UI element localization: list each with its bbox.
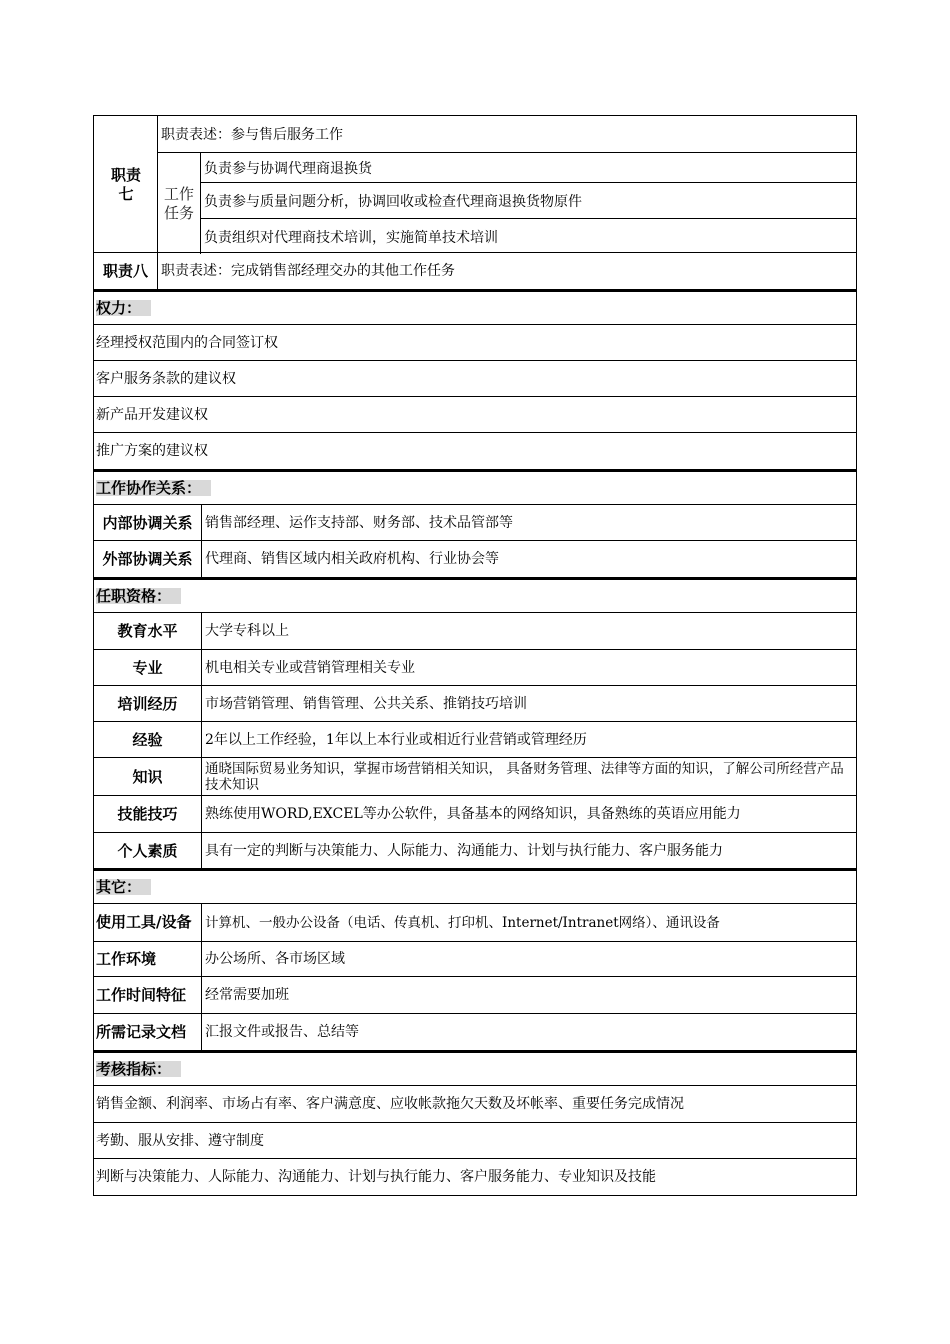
relations-header <box>93 470 857 505</box>
qualification-row <box>93 833 857 869</box>
qualifications-header <box>93 578 857 613</box>
relations-row <box>93 505 857 541</box>
other-label: 工作时间特征 <box>96 986 187 1004</box>
duty7-label: 职责七 <box>110 166 141 203</box>
relations-title: 工作协作关系： <box>96 480 211 496</box>
relations-row <box>93 541 857 578</box>
qualification-row <box>93 796 857 833</box>
qualification-row <box>93 613 857 650</box>
other-label: 所需记录文档 <box>96 1023 187 1041</box>
job-description-table <box>93 115 857 1196</box>
other-value: 办公场所、各市场区域 <box>201 942 856 976</box>
other-row <box>93 1014 857 1051</box>
authority-item <box>93 397 857 433</box>
qualification-value: 机电相关专业或营销管理相关专业 <box>201 650 856 685</box>
other-value: 经常需要加班 <box>201 977 856 1013</box>
authority-item <box>93 433 857 470</box>
authority-item-text: 推广方案的建议权 <box>96 443 208 459</box>
other-label: 工作环境 <box>96 950 157 968</box>
qualification-value: 具有一定的判断与决策能力、人际能力、沟通能力、计划与执行能力、客户服务能力 <box>201 833 856 868</box>
qualification-row <box>93 758 857 796</box>
other-value: 计算机、一般办公设备（电话、传真机、打印机、Internet/Intranet网络）、通讯设备 <box>201 904 856 941</box>
assessment-header <box>93 1051 857 1086</box>
qualification-value: 通晓国际贸易业务知识，掌握市场营销相关知识， 具备财务管理、法律等方面的知识，了解公司所经营产品技术知识 <box>201 758 856 795</box>
authority-header <box>93 290 857 325</box>
qualification-label: 专业 <box>132 658 163 677</box>
other-title: 其它： <box>96 879 151 895</box>
duty7-task-3: 负责组织对代理商技术培训，实施简单技术培训 <box>200 218 856 254</box>
authority-title: 权力： <box>96 300 151 316</box>
qualification-value: 熟练使用WORD,EXCEL等办公软件，具备基本的网络知识，具备熟练的英语应用能力 <box>201 796 856 832</box>
duty7-task-label <box>157 152 200 254</box>
duty7-task-1: 负责参与协调代理商退换货 <box>200 152 856 182</box>
relations-value: 销售部经理、运作支持部、财务部、技术品管部等 <box>201 505 856 540</box>
relations-label: 外部协调关系 <box>102 550 193 568</box>
authority-item <box>93 361 857 397</box>
qualification-label: 技能技巧 <box>117 805 178 823</box>
qualifications-title: 任职资格： <box>96 588 181 604</box>
other-header <box>93 869 857 904</box>
qualification-row <box>93 686 857 722</box>
duty8-description: 职责表述：完成销售部经理交办的其他工作任务 <box>157 253 856 289</box>
duty8-row <box>93 253 857 290</box>
duty7-task-2: 负责参与质量问题分析，协调回收或检查代理商退换货物原件 <box>200 182 856 218</box>
assessment-item <box>93 1123 857 1159</box>
duty7-description: 职责表述：参与售后服务工作 <box>157 116 856 152</box>
qualification-label: 培训经历 <box>117 694 178 713</box>
qualification-value: 大学专科以上 <box>201 613 856 649</box>
other-value: 汇报文件或报告、总结等 <box>201 1014 856 1050</box>
qualification-value: 2年以上工作经验，1年以上本行业或相近行业营销或管理经历 <box>201 722 856 757</box>
other-row <box>93 904 857 942</box>
assessment-item-text: 考勤、服从安排、遵守制度 <box>96 1132 264 1149</box>
qualification-label: 经验 <box>132 730 163 749</box>
qualification-value: 市场营销管理、销售管理、公共关系、推销技巧培训 <box>201 686 856 721</box>
qualification-label: 教育水平 <box>117 622 178 640</box>
authority-item-text: 经理授权范围内的合同签订权 <box>96 334 278 351</box>
assessment-item <box>93 1159 857 1196</box>
duty7-block <box>93 115 857 253</box>
qualification-row <box>93 650 857 686</box>
duty8-label: 职责八 <box>102 262 148 280</box>
qualification-label: 个人素质 <box>117 841 178 860</box>
other-label: 使用工具/设备 <box>96 913 192 931</box>
assessment-title: 考核指标： <box>96 1061 181 1077</box>
relations-value: 代理商、销售区域内相关政府机构、行业协会等 <box>201 541 856 577</box>
relations-label: 内部协调关系 <box>102 513 193 532</box>
authority-item <box>93 325 857 361</box>
authority-item-text: 客户服务条款的建议权 <box>96 370 236 387</box>
task-label-text: 工作任务 <box>163 184 194 222</box>
qualification-label: 知识 <box>132 767 163 786</box>
authority-item-text: 新产品开发建议权 <box>96 406 208 423</box>
other-row <box>93 942 857 977</box>
assessment-item <box>93 1086 857 1123</box>
other-row <box>93 977 857 1014</box>
assessment-item-text: 判断与决策能力、人际能力、沟通能力、计划与执行能力、客户服务能力、专业知识及技能 <box>96 1169 656 1185</box>
assessment-item-text: 销售金额、利润率、市场占有率、客户满意度、应收帐款拖欠天数及坏帐率、重要任务完成情况 <box>96 1096 684 1112</box>
qualification-row <box>93 722 857 758</box>
